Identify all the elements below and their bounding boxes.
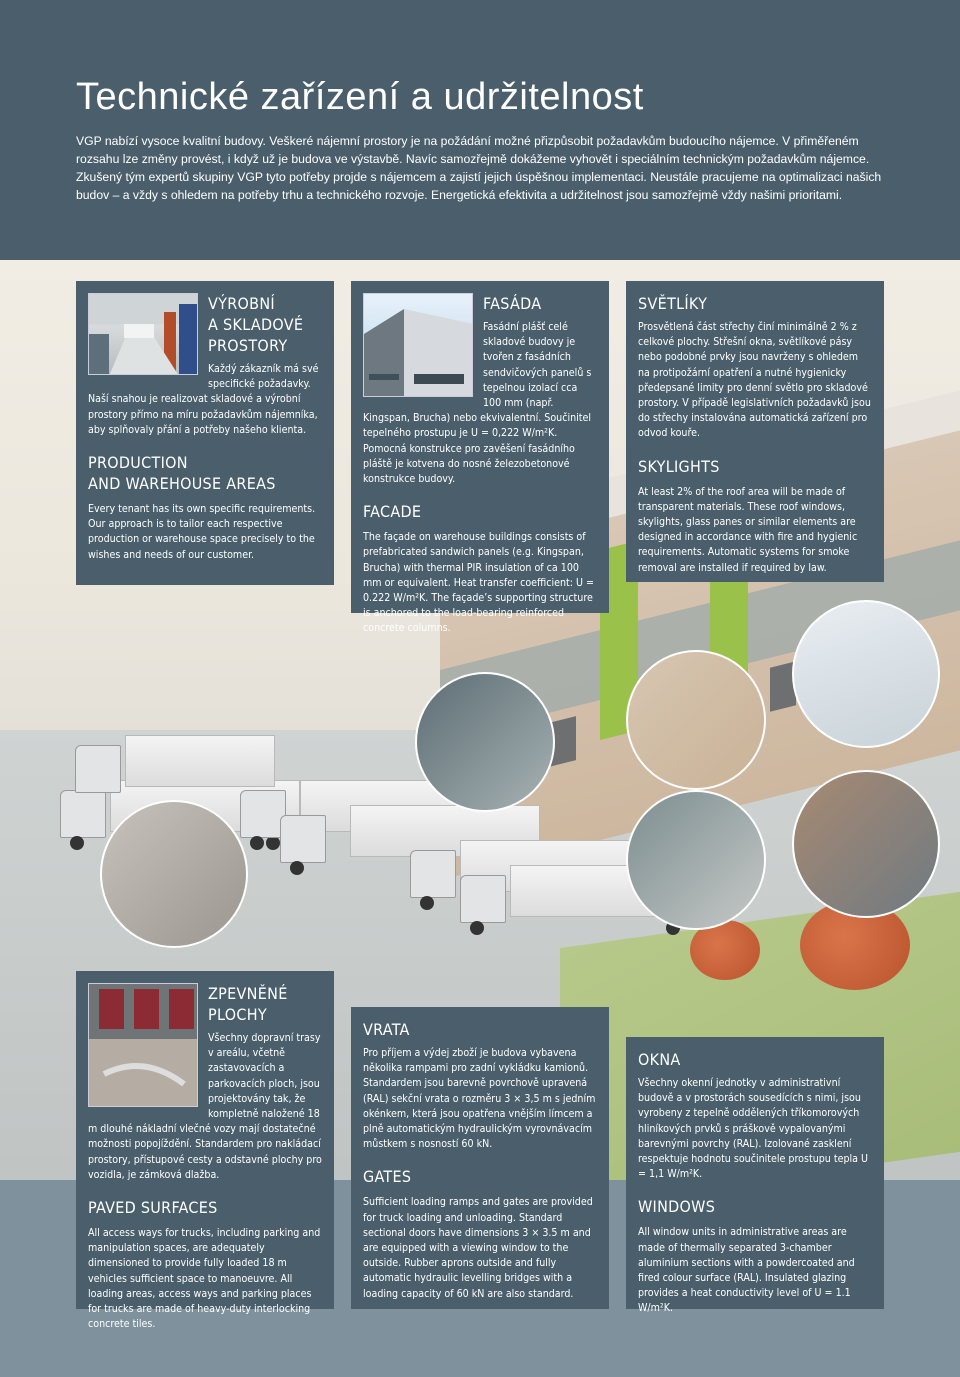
panel-gates: [351, 1007, 609, 1309]
windows-cz-title: OKNA: [638, 1050, 681, 1069]
detail-circle-paving: [100, 800, 248, 948]
paved-en-title: PAVED SURFACES: [88, 1198, 218, 1218]
detail-circle-window: [792, 770, 940, 918]
truck-cab: [75, 745, 121, 793]
facade-cz-text: Fasádní plášť celé skladové budovy je tvořen z fasádních sendvičových panelů s tepelnou izolací cca 100 mm (např. Kingspan, Brucha) nebo ekvivalentní. Součinitel tepelného prostupu je U = 0,222 W/m²K. Pomocná konstrukce pro zavěšení fasádního pláště je kotvena do nosné železobetonové konstrukce budovy.: [363, 321, 592, 486]
paved-en-text: All access ways for trucks, including parking and manipulation spaces, are adequately dimensioned to provide fully loaded 18 m vehicles sufficient space to manoeuvre. All loading areas, access ways and parking places for trucks are made of heavy-duty interlocking concrete tiles.: [88, 1227, 321, 1331]
gates-cz-title: VRATA: [363, 1020, 410, 1039]
detail-circle-skylight: [792, 600, 940, 748]
truck-wheel: [290, 861, 304, 875]
loading-dock-illustration: [89, 984, 198, 1107]
windows-en-text: All window units in administrative areas are made of thermally separated 3-chamber aluminium sections with a powdercoated and fired colour surface (RAL). Insulated glazing provides a heat conductivity level of U = 1.1 W/m²K.: [638, 1226, 855, 1315]
facade-building-illustration: [364, 294, 473, 397]
panel-paved: [76, 971, 334, 1331]
detail-circle-panel: [626, 650, 766, 790]
panel-production: [76, 281, 334, 585]
paved-cz-title-2: PLOCHY: [208, 1005, 267, 1024]
panel-skylights: [626, 281, 884, 582]
production-cz-title-3: PROSTORY: [208, 336, 288, 355]
gates-cz-text: Pro příjem a výdej zboží je budova vybavena několika rampami pro zadní vykládku kamionů. Standardem jsou barevně povrchově upravená (RAL) sekční vrata o rozměru 3 × 3,5 m s jedním okénkem, která jsou opatřena vnějším límcem a plně automatickým hydraulickým vyrovnávacím můstkem s nosností 60 kN.: [363, 1047, 596, 1151]
gates-en-text: Sufficient loading ramps and gates are provided for truck loading and unloading. Standard sectional doors have dimensions 3 × 3.5 m and are equipped with a viewing window to the outside. Rubber aprons outside and fully automatic hydraulic levelling bridges with a loading capacity of 60 kN are also standard.: [363, 1196, 593, 1300]
skylights-en-title: SKYLIGHTS: [638, 456, 720, 476]
windows-cz-text: Všechny okenní jednotky v administrativní budově a v prostorách sousedících s nimi, jsou vyrobeny z tepelně oddělených tříkomorových hliníkových prvků s práškově vypalovanými barevnými povrchy (RAL). Izolované zasklení respektuje hodnotu součinitele prostupu tepla U = 1,1 W/m²K.: [638, 1077, 868, 1181]
production-en-title-1: PRODUCTION: [88, 453, 188, 473]
header-band: [0, 0, 960, 260]
paved-surfaces-photo: [88, 983, 198, 1107]
truck-wheel: [70, 836, 84, 850]
facade-photo: [363, 293, 473, 397]
facade-cz-title: FASÁDA: [483, 294, 542, 313]
windows-en-title: WINDOWS: [638, 1197, 716, 1217]
paved-cz-title-1: ZPEVNĚNÉ: [208, 984, 288, 1003]
gates-en-title: GATES: [363, 1167, 412, 1187]
production-en-text: Every tenant has its own specific requirements. Our approach is to tailor each respective production or warehouse space precisely to the wishes and needs of our customer.: [88, 503, 316, 561]
panel-facade: [351, 281, 609, 635]
truck-cab: [280, 815, 326, 863]
facade-en-title: FACADE: [363, 502, 422, 522]
detail-circle-facade: [415, 672, 555, 812]
truck-wheel: [250, 836, 264, 850]
production-cz-text: Každý zákazník má své specifické požadavky. Naší snahou je realizovat skladové a výrobní prostory přímo na míru požadavkům nájemníka, aby splňovaly přání a potřeby našeho klienta.: [88, 363, 319, 436]
intro-text: VGP nabízí vysoce kvalitní budovy. Veškeré nájemní prostory je na požádání možné přizpůsobit požadavkům budoucího nájemce. V přiměřeném rozsahu lze změny provést, i když už je budova ve výstavbě. Navíc samozřejmě dokážeme vyhovět i speciálním technickým požadavkům nájemce. Zkušený tým expertů skupiny VGP tyto potřeby projde s nájemcem a zajistí jejich úspěšnou implementaci. Neustále pracujeme na optimalizaci našich budov – a vždy s ohledem na potřeby trhu a technického rozvoje. Energetická efektivita a udržitelnost jsou samozřejmě vždy našimi prioritami.: [76, 134, 882, 202]
panel-windows: [626, 1037, 884, 1315]
truck-wheel: [420, 896, 434, 910]
skylights-cz-text: Prosvětlená část střechy činí minimálně 2 % z celkové plochy. Střešní okna, světlíkové pásy nebo podobné prvky jsou navrženy s ohledem na protipožární opatření a nutné hygienicky předepsané limity pro denní světlo pro skladové prostory. V případě legislativních požadavků jsou do střechy instalována automatická zařízení pro odvod kouře.: [638, 321, 871, 440]
warehouse-interior-illustration: [89, 294, 198, 375]
warehouse-interior-photo: [88, 293, 198, 375]
production-cz-title-1: VÝROBNÍ: [208, 294, 275, 313]
facade-en-text: The façade on warehouse buildings consists of prefabricated sandwich panels (e.g. Kingspan, Brucha) with thermal PIR insulation of ca 100 mm or equivalent. Heat transfer coefficient: U = 0.222 W/m²K. The façade’s supporting structure is anchored to the load-bearing reinforced concrete columns.: [363, 531, 595, 635]
paved-cz-text: Všechny dopravní trasy v areálu, včetně zastavovacích a parkovacích ploch, jsou projektovány tak, že kompletně naložené 18 m dlouhé nákladní vlečné vozy mají dostatečné možnosti popojíždění. Standardem pro nakládací prostory, přístupové cesty a odstavné plochy pro vozidla, je zámková dlažba.: [88, 1032, 322, 1181]
page-title: Technické zařízení a udržitelnost: [76, 76, 644, 118]
truck-trailer: [125, 735, 275, 787]
detail-circle-gate: [626, 790, 766, 930]
skylights-en-text: At least 2% of the roof area will be made of transparent materials. These roof windows, skylights, glass panes or similar elements are designed in accordance with fire and hygienic requirements. Automatic systems for smoke removal are installed if required by law.: [638, 485, 858, 574]
truck-wheel: [470, 921, 484, 935]
production-cz-title-2: A SKLADOVÉ: [208, 315, 304, 334]
truck-cab: [410, 850, 456, 898]
truck: [75, 735, 275, 805]
production-en-title-2: AND WAREHOUSE AREAS: [88, 474, 276, 494]
skylights-cz-title: SVĚTLÍKY: [638, 294, 708, 313]
truck-cab: [460, 875, 506, 923]
